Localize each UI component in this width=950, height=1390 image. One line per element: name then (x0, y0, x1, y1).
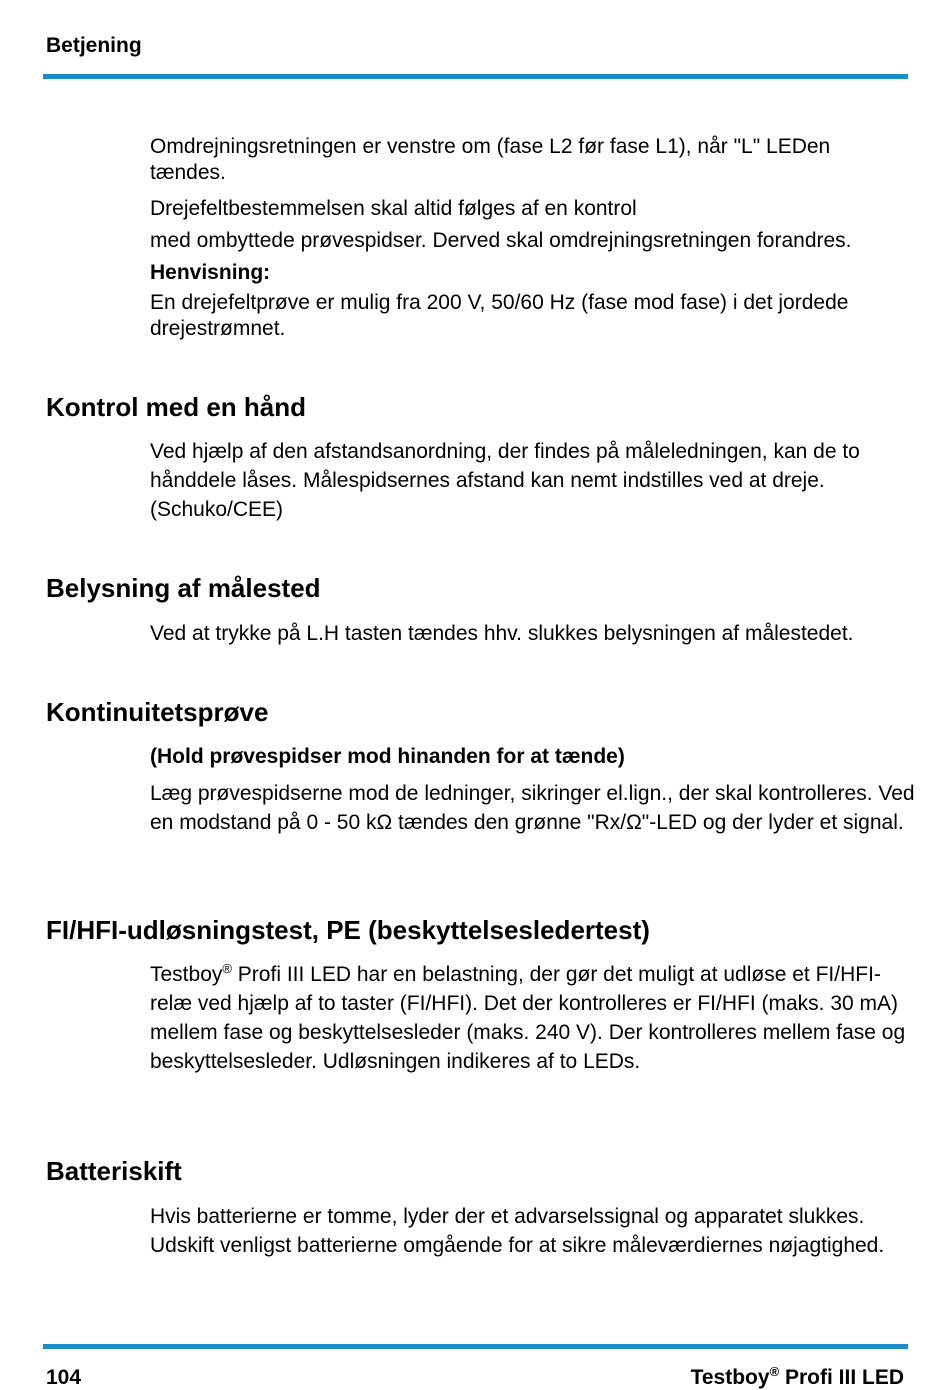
header-rule (43, 74, 908, 79)
brand-name: Testboy (150, 963, 223, 986)
footer-rule (43, 1344, 908, 1349)
intro-paragraph-3: med ombyttede prøvespidser. Derved skal omdrejningsretningen forandres. (150, 229, 852, 252)
section-text-kontinuitet: Læg prøvespidserne mod de ledninger, sikringer el.lign., der skal kontrolleres. Ved en modstand på 0 - 50 kΩ tændes den grønne "Rx/Ω"-LED og der lyder et signal. (150, 782, 915, 834)
fi-hfi-body: Profi III LED har en belastning, der gør det muligt at udløse et FI/HFI-relæ ved hjælp af to taster (FI/HFI). Det der kontrolleres er FI/HFI (maks. 30 mA) mellem fase og beskyttelsesleder (maks. 240 V). Der kontrolleres mellem fase og beskyttelsesleder. Udløsningen indikeres af to LEDs. (150, 963, 906, 1073)
section-heading-kontinuitet: Kontinuitetsprøve (46, 697, 269, 727)
page-header-title: Betjening (46, 34, 142, 57)
section-heading-belysning: Belysning af målested (46, 573, 321, 603)
note-label: Henvisning: (150, 261, 271, 284)
section-heading-fi-hfi: FI/HFI-udløsningstest, PE (beskyttelsesledertest) (46, 915, 650, 945)
section-subheading-kontinuitet: (Hold prøvespidser mod hinanden for at tænde) (150, 745, 625, 768)
section-text-belysning: Ved at trykke på L.H tasten tændes hhv. slukkes belysningen af målestedet. (150, 622, 854, 645)
footer-product-name (691, 1366, 904, 1390)
intro-paragraph-1: Omdrejningsretningen er venstre om (fase L2 før fase L1), når "L" LEDen tændes. (150, 135, 831, 184)
section-text-batteriskift: Hvis batterierne er tomme, lyder der et advarselssignal og apparatet slukkes. Udskift venligst batterierne omgående for at sikre måleværdiernes nøjagtighed. (150, 1205, 885, 1257)
footer-brand: Testboy (690, 1366, 770, 1389)
page-number: 104 (46, 1366, 82, 1389)
intro-paragraph-2: Drejefeltbestemmelsen skal altid følges af en kontrol (150, 197, 637, 220)
registered-mark: ® (222, 961, 232, 976)
section-heading-batteriskift: Batteriskift (46, 1156, 182, 1186)
section-heading-kontrol: Kontrol med en hånd (46, 392, 306, 422)
section-text-fi-hfi (150, 960, 920, 1076)
note-text: En drejefeltprøve er mulig fra 200 V, 50/60 Hz (fase mod fase) i det jordede drejestrømnet. (150, 291, 849, 340)
footer-product: Profi III LED (779, 1366, 904, 1389)
footer-registered-mark: ® (769, 1364, 780, 1379)
section-text-kontrol: Ved hjælp af den afstandsanordning, der findes på måleledningen, kan de to hånddele låses. Målespidsernes afstand kan nemt indstilles ved at dreje. (Schuko/CEE) (150, 440, 860, 521)
